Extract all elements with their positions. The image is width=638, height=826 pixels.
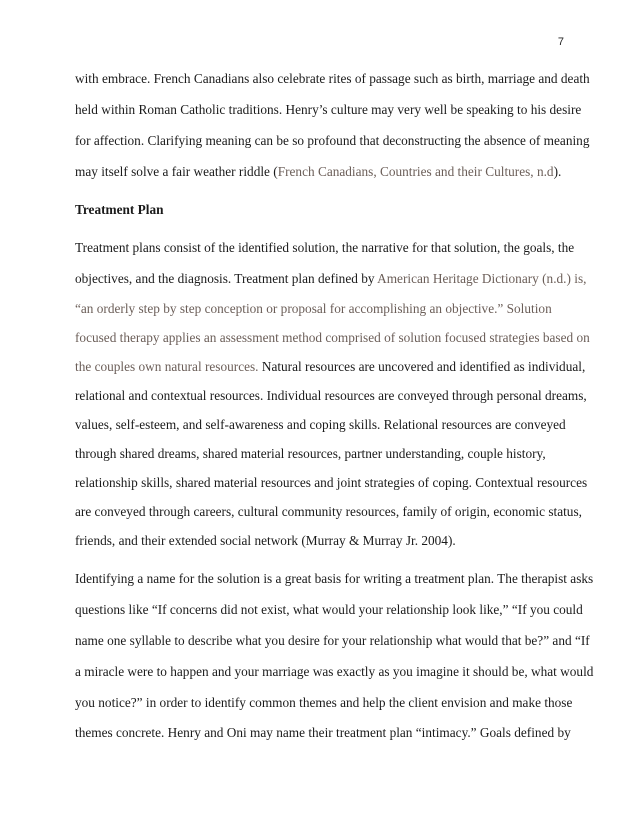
text-segment: objectives, and the diagnosis. Treatment plan defined by	[75, 271, 378, 286]
citation-text: French Canadians, Countries and their Cultures, n.d	[277, 164, 554, 179]
text-line: themes concrete. Henry and Oni may name their treatment plan “intimacy.” Goals defined by	[75, 725, 571, 740]
text-line: Identifying a name for the solution is a great basis for writing a treatment plan. The therapist asks	[75, 571, 594, 586]
text-line	[75, 360, 585, 373]
quoted-text-line: “an orderly step by step conception or proposal for accomplishing an objective.” Solution	[75, 301, 552, 316]
text-line	[75, 165, 561, 178]
text-line: relationship skills, shared material resources and joint strategies of coping. Contextual resources	[75, 475, 588, 490]
text-line: questions like “If concerns did not exist, what would your relationship look like,” “If you could	[75, 602, 583, 617]
citation-text: the couples own natural resources.	[75, 359, 259, 374]
text-line: you notice?” in order to identify common themes and help the client envision and make those	[75, 695, 573, 710]
text-segment: ).	[553, 164, 562, 179]
text-line: through shared dreams, shared material resources, partner understanding, couple history,	[75, 446, 546, 461]
text-line	[75, 272, 586, 285]
section-heading: Treatment Plan	[75, 202, 164, 217]
text-line: held within Roman Catholic traditions. Henry’s culture may very well be speaking to his desire	[75, 102, 582, 117]
text-segment: may itself solve a fair weather riddle (	[75, 164, 278, 179]
text-line: values, self-esteem, and self-awareness and coping skills. Relational resources are conveyed	[75, 417, 566, 432]
page-number: 7	[557, 36, 564, 48]
text-line: for affection. Clarifying meaning can be so profound that deconstructing the absence of meaning	[75, 133, 590, 148]
quoted-text-line: focused therapy applies an assessment method comprised of solution focused strategies based on	[75, 330, 590, 345]
text-line: relational and contextual resources. Individual resources are conveyed through personal dreams,	[75, 388, 587, 403]
text-line: a miracle were to happen and your marriage was exactly as you imagine it should be, what would	[75, 664, 594, 679]
text-line: are conveyed through careers, cultural community resources, family of origin, economic status,	[75, 504, 582, 519]
text-line: Treatment plans consist of the identified solution, the narrative for that solution, the goals, the	[75, 240, 575, 255]
citation-text: American Heritage Dictionary (n.d.) is,	[377, 271, 587, 286]
text-line: with embrace. French Canadians also celebrate rites of passage such as birth, marriage and death	[75, 71, 590, 86]
text-segment: Natural resources are uncovered and identified as individual,	[258, 359, 586, 374]
text-line: name one syllable to describe what you desire for your relationship what would that be?” and “If	[75, 633, 590, 648]
text-line: friends, and their extended social network (Murray & Murray Jr. 2004).	[75, 533, 456, 548]
